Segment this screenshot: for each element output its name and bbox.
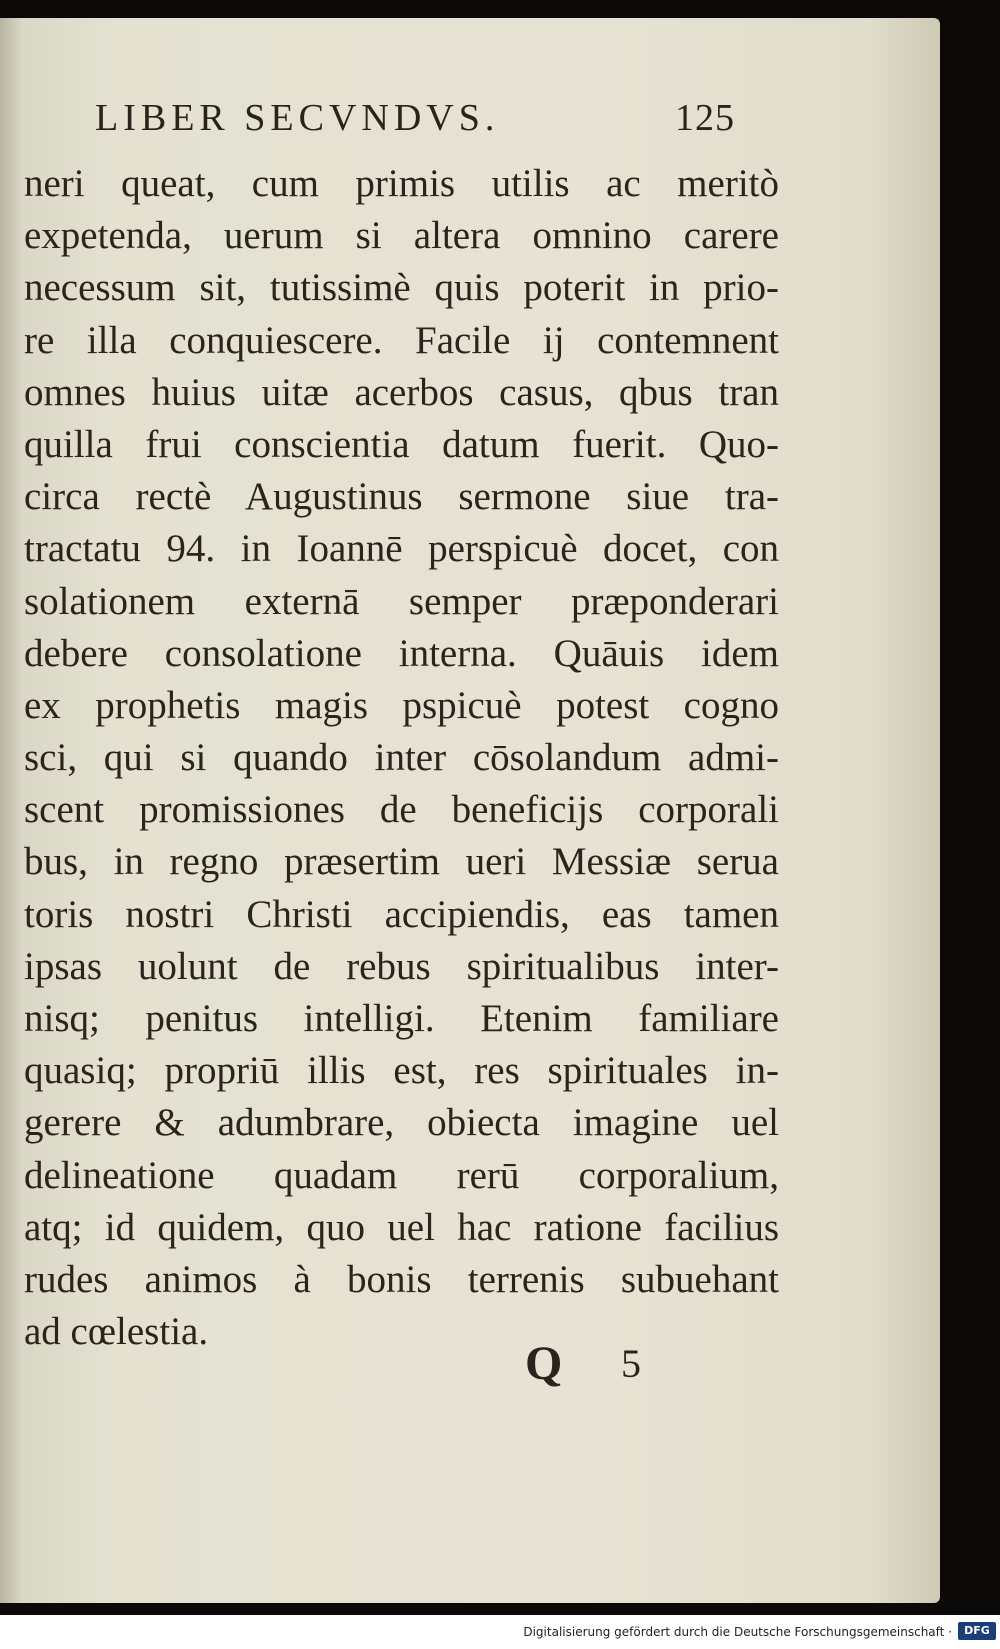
text-line: neri queat, cum primis utilis ac meritò [24, 162, 779, 205]
signature-number: 5 [621, 1341, 641, 1386]
text-line: debere consolatione interna. Quāuis idem [24, 631, 779, 675]
running-head [95, 96, 735, 146]
text-line: bus, in regno præsertim ueri Messiæ serua [24, 840, 779, 884]
text-line: circa rectè Augustinus sermone siue tra- [24, 475, 779, 519]
text-line: quilla frui conscientia datum fuerit. Quo- [24, 422, 779, 466]
text-line: necessum sit, tutissimè quis poterit in prio- [24, 266, 779, 310]
text-line: ad cœlestia. [24, 1310, 209, 1354]
funding-credit: Digitalisierung gefördert durch die Deutsche Forschungsgemeinschaft · [523, 1625, 952, 1639]
text-line: nisq; penitus intelligi. Etenim familiare [24, 997, 779, 1040]
text-line: atq; id quidem, quo uel hac ratione facilius [24, 1205, 779, 1249]
digitization-footer [0, 1615, 1000, 1649]
text-line: rudes animos à bonis terrenis subuehant [24, 1257, 779, 1301]
text-line: ex prophetis magis pspicuè potest cogno [24, 683, 779, 727]
text-line: sci, qui si quando inter cōsolandum admi- [24, 736, 779, 780]
text-line: re illa conquiescere. Facile ij contemnent [24, 318, 779, 362]
text-line: ipsas uolunt de rebus spiritualibus inter- [24, 944, 779, 988]
text-line: solationem externā semper præponderari [24, 579, 779, 623]
book-page [0, 18, 940, 1603]
body-text [24, 158, 779, 1358]
running-head-title: LIBER SECVNDVS. [95, 97, 500, 139]
text-line: delineatione quadam rerū corporalium, [24, 1153, 779, 1197]
signature-letter: Q [525, 1337, 563, 1390]
text-line: scent promissiones de beneficijs corporali [24, 788, 779, 832]
text-line: omnes huius uitæ acerbos casus, qbus tran [24, 370, 779, 414]
text-line: toris nostri Christi accipiendis, eas tamen [24, 892, 779, 936]
text-line: tractatu 94. in Ioannē perspicuè docet, con [24, 527, 779, 571]
signature-mark [525, 1336, 665, 1396]
text-line: quasiq; propriū illis est, res spirituales in- [24, 1049, 779, 1093]
dfg-logo: DFG [958, 1622, 996, 1640]
text-line: gerere & adumbrare, obiecta imagine uel [24, 1101, 779, 1145]
page-number: 125 [675, 97, 735, 139]
text-line: expetenda, uerum si altera omnino carere [24, 214, 779, 258]
